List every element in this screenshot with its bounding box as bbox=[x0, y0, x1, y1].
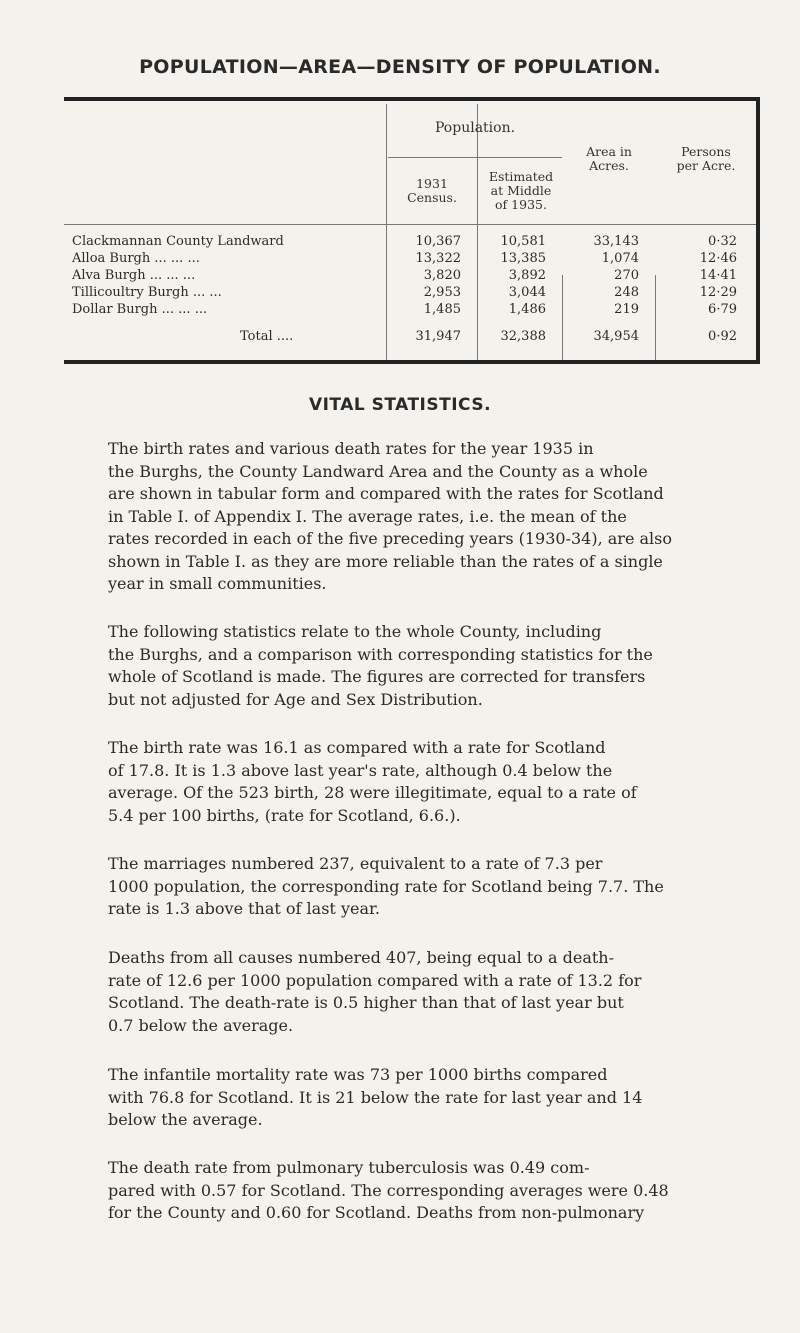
area-header: Area in Acres. bbox=[586, 144, 632, 173]
paragraph: Deaths from all causes numbered 407, being equal to a death- rate of 12.6 per 1000 population compared with a rate of 13.2 for Scotland. The death-rate is 0.5 higher than that of last year but 0.7 below the average. bbox=[108, 948, 642, 1035]
density-header: Persons per Acre. bbox=[676, 144, 736, 173]
table-divider bbox=[477, 104, 478, 360]
table-rule bbox=[64, 224, 756, 225]
table-divider bbox=[386, 104, 387, 360]
section-title: VITAL STATISTICS. bbox=[308, 395, 492, 415]
paragraph: The marriages numbered 237, equivalent to a rate of 7.3 per 1000 population, the corresponding rate for Scotland being 7.7. The rate is 1.3 above that of last year. bbox=[108, 854, 664, 918]
estimated-header: Estimated at Middle of 1935. bbox=[488, 169, 554, 212]
paragraph: The infantile mortality rate was 73 per 1000 births compared with 76.8 for Scotland. It is 21 below the rate for last year and 14 below the average. bbox=[108, 1065, 643, 1129]
page-title: POPULATION—AREA—DENSITY OF POPULATION. bbox=[139, 56, 661, 78]
census-header: 1931 Census. bbox=[407, 176, 457, 205]
paragraph: The birth rates and various death rates for the year 1935 in the Burghs, the County Landward Area and the County as a whole are shown in tabular form and compared with the rates for Scotland in Table I. of Appendix I. The average rates, i.e. the mean of the rates recorded in each of the five preceding years (1930-34), are also shown in Table I. as they are more reliable than the rates of a single year in small communities. bbox=[108, 439, 672, 593]
table-rule bbox=[388, 157, 562, 158]
paragraph: The following statistics relate to the whole County, including the Burghs, and a comparison with corresponding statistics for the whole of Scotland is made. The figures are corrected for transfers but not adjusted for Age and Sex Distribution. bbox=[108, 622, 653, 709]
paragraph: The death rate from pulmonary tuberculosis was 0.49 com- pared with 0.57 for Scotland. The corresponding averages were 0.48 for the County and 0.60 for Scotland. Deaths from non-pulmonary bbox=[108, 1158, 669, 1222]
paragraph: The birth rate was 16.1 as compared with a rate for Scotland of 17.8. It is 1.3 above last year's rate, although 0.4 below the average. Of the 523 birth, 28 were illegitimate, equal to a rate of 5.4 per 100 births, (rate for Scotland, 6.6.). bbox=[108, 738, 637, 825]
population-header: Population. bbox=[434, 120, 516, 136]
